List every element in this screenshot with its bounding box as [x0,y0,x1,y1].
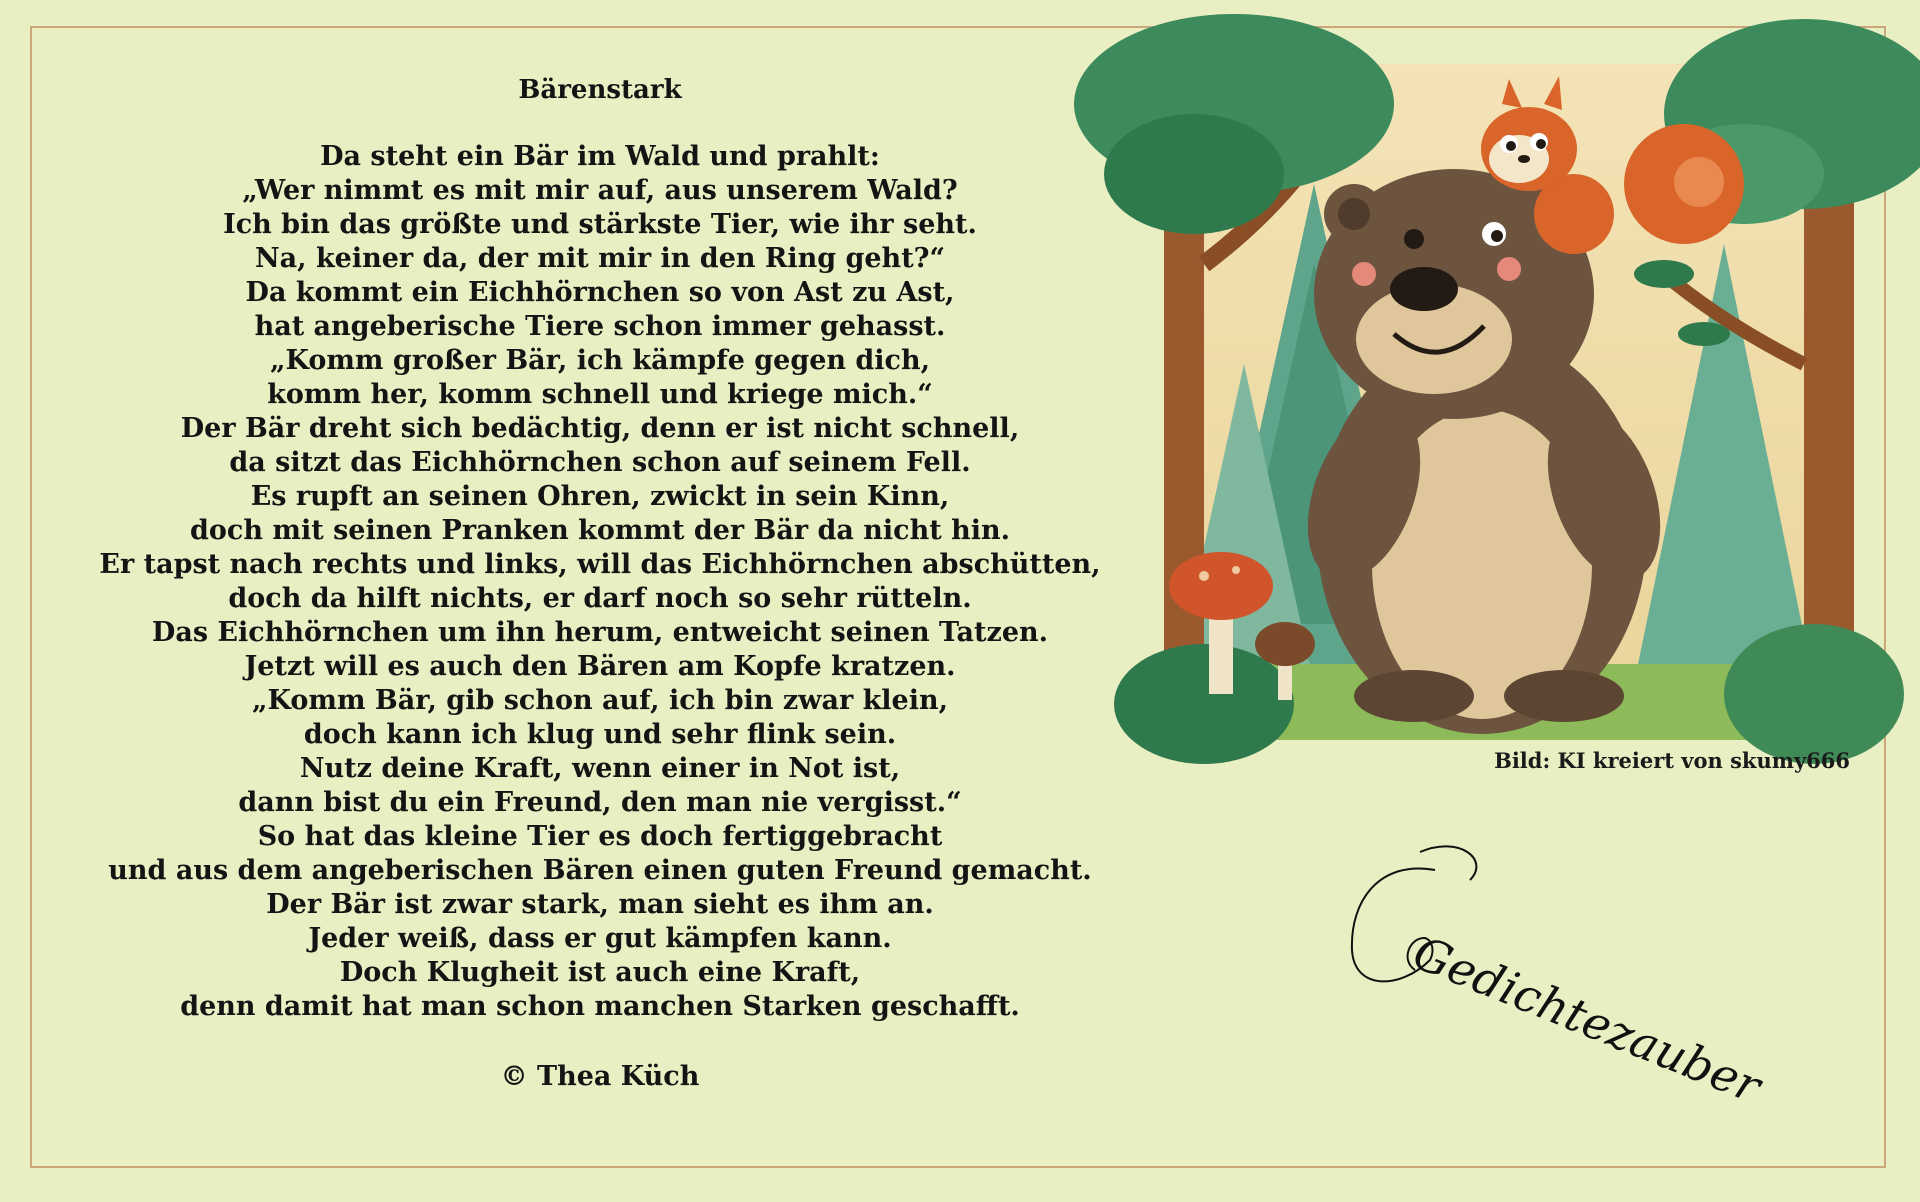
poem-line: und aus dem angeberischen Bären einen guten Freund gemacht. [108,855,1092,886]
poem-author: © Thea Küch [500,1061,700,1092]
signature-drawing [1340,840,1769,1114]
poem-line: Das Eichhörnchen um ihn herum, entweicht seinen Tatzen. [151,617,1049,648]
poem-line: Da steht ein Bär im Wald und prahlt: [320,141,880,172]
illustration-drawing [1164,64,1854,740]
poem-line: Doch Klugheit ist auch eine Kraft, [339,957,861,988]
poem-line: Na, keiner da, der mit mir in den Ring geht?“ [254,243,946,274]
poem-line: doch kann ich klug und sehr flink sein. [303,719,897,750]
poem-line: So hat das kleine Tier es doch fertiggebracht [257,821,943,852]
poem-line: hat angeberische Tiere schon immer gehasst. [254,311,946,342]
poem-line: Ich bin das größte und stärkste Tier, wie ihr seht. [223,209,977,240]
poem-block [60,70,1140,1094]
poem-line: „Wer nimmt es mit mir auf, aus unserem Wald? [242,175,958,206]
poem-line: Der Bär dreht sich bedächtig, denn er ist nicht schnell, [180,413,1020,444]
poem-line: „Komm großer Bär, ich kämpfe gegen dich, [269,345,931,376]
poem-line: Der Bär ist zwar stark, man sieht es ihm an. [266,889,934,920]
poem-line: Da kommt ein Eichhörnchen so von Ast zu Ast, [245,277,955,308]
poem-lines [60,140,1140,1024]
signature-text: Gedichtezauber [1405,925,1769,1114]
poem-line: komm her, komm schnell und kriege mich.“ [267,379,933,410]
poem-line: denn damit hat man schon manchen Starken geschafft. [180,991,1020,1022]
poem-line: Er tapst nach rechts und links, will das Eichhörnchen abschütten, [99,549,1101,580]
poem-line: doch da hilft nichts, er darf noch so sehr rütteln. [228,583,972,614]
poem-line: Jetzt will es auch den Bären am Kopfe kratzen. [244,651,956,682]
poem-line: doch mit seinen Pranken kommt der Bär da nicht hin. [190,515,1010,546]
poem-line: Nutz deine Kraft, wenn einer in Not ist, [299,753,901,784]
poem-line: Jeder weiß, dass er gut kämpfen kann. [308,923,892,954]
poem-line: „Komm Bär, gib schon auf, ich bin zwar klein, [251,685,948,716]
poem-line: dann bist du ein Freund, den man nie vergisst.“ [238,787,962,818]
poem-line: Es rupft an seinen Ohren, zwickt in sein Kinn, [250,481,950,512]
poem-line: da sitzt das Eichhörnchen schon auf seinem Fell. [229,447,971,478]
poem-title: Bärenstark [518,75,682,105]
signature-logo [1340,840,1769,1114]
bear-squirrel-illustration [1164,64,1854,740]
image-credit: Bild: KI kreiert von skumy666 [1494,748,1850,773]
